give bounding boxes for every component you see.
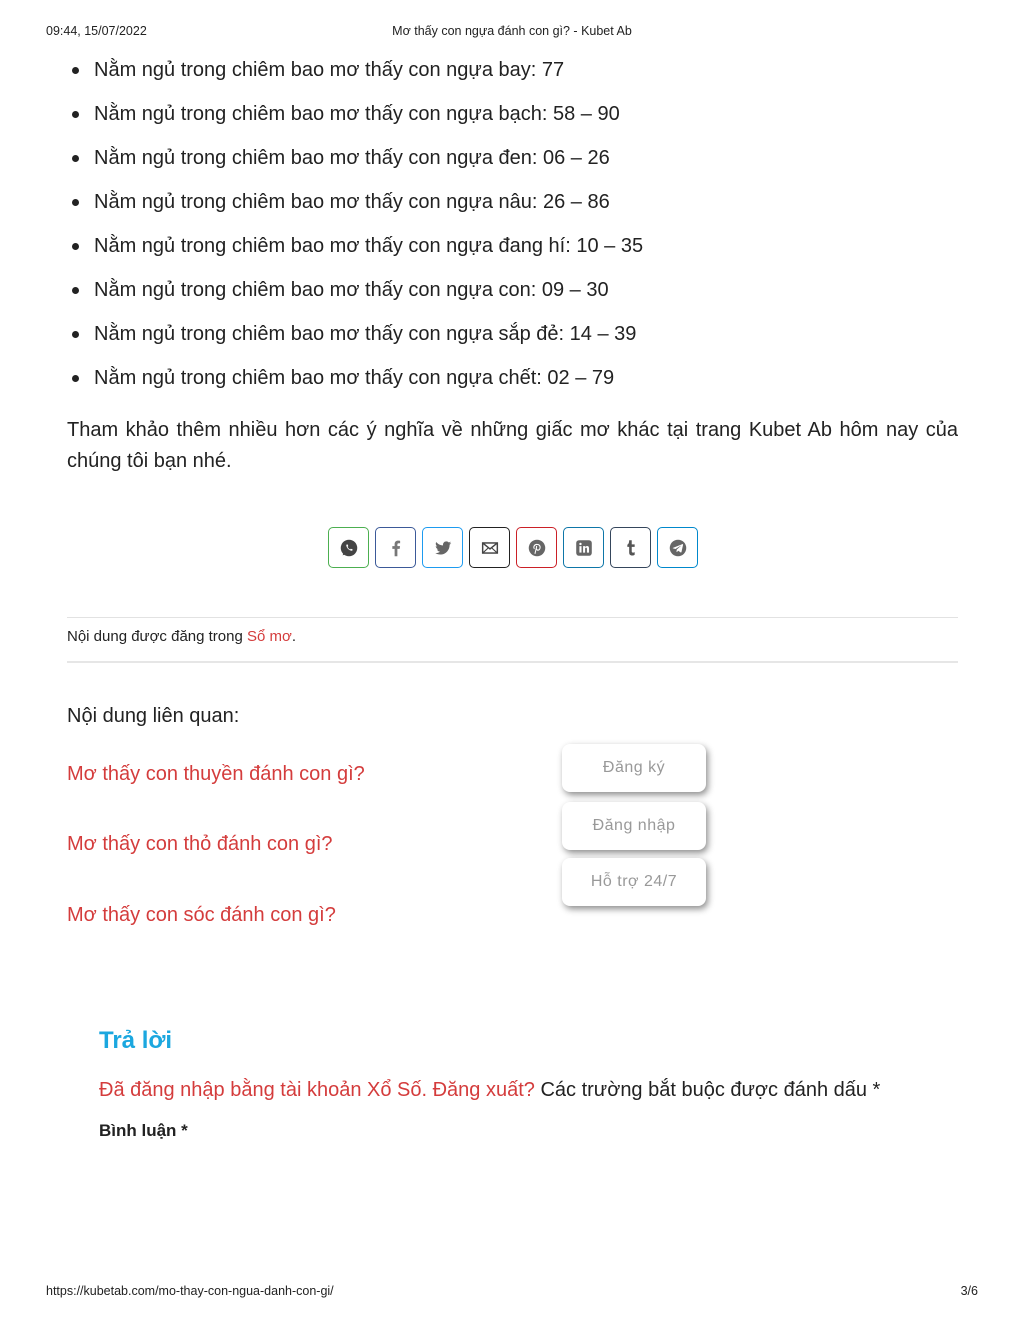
list-item: Nằm ngủ trong chiêm bao mơ thấy con ngựa đen: 06 – 26	[67, 136, 958, 180]
email-icon	[479, 537, 501, 559]
print-datetime: 09:44, 15/07/2022	[46, 24, 147, 38]
bullet-icon	[72, 287, 79, 294]
related-link[interactable]: Mơ thấy con sóc đánh con gì?	[67, 904, 336, 926]
posted-in: Nội dung được đăng trong Sổ mơ.	[67, 628, 297, 645]
article-content	[67, 48, 958, 477]
bullet-icon	[72, 67, 79, 74]
required-note: Các trường bắt buộc được đánh dấu *	[540, 1079, 881, 1101]
category-link[interactable]: Sổ mơ	[247, 628, 292, 645]
print-url: https://kubetab.com/mo-thay-con-ngua-danh-con-gi/	[46, 1284, 334, 1298]
tumblr-icon	[620, 537, 642, 559]
list-item: Nằm ngủ trong chiêm bao mơ thấy con ngựa nâu: 26 – 86	[67, 180, 958, 224]
account-link[interactable]: Đã đăng nhập bằng tài khoản Xổ Số.	[99, 1079, 428, 1101]
list-item: Nằm ngủ trong chiêm bao mơ thấy con ngựa sắp đẻ: 14 – 39	[67, 312, 958, 356]
related-title: Nội dung liên quan:	[67, 705, 240, 727]
support-button[interactable]: Hỗ trợ 24/7	[562, 858, 706, 906]
share-email-button[interactable]	[469, 527, 510, 568]
related-link[interactable]: Mơ thấy con thỏ đánh con gì?	[67, 833, 333, 855]
comment-label: Bình luận *	[99, 1121, 188, 1140]
bullet-icon	[72, 111, 79, 118]
divider	[67, 661, 958, 663]
telegram-icon	[667, 537, 689, 559]
bullet-icon	[72, 375, 79, 382]
list-item: Nằm ngủ trong chiêm bao mơ thấy con ngựa bay: 77	[67, 48, 958, 92]
divider	[67, 617, 958, 618]
share-buttons	[328, 527, 698, 570]
share-whatsapp-button[interactable]	[328, 527, 369, 568]
facebook-icon	[385, 537, 407, 559]
reply-title: Trả lời	[99, 1027, 173, 1054]
login-button[interactable]: Đăng nhập	[562, 802, 706, 850]
pinterest-icon	[526, 537, 548, 559]
share-twitter-button[interactable]	[422, 527, 463, 568]
linkedin-icon	[573, 537, 595, 559]
whatsapp-icon	[338, 537, 360, 559]
bullet-icon	[72, 199, 79, 206]
share-linkedin-button[interactable]	[563, 527, 604, 568]
list-item: Nằm ngủ trong chiêm bao mơ thấy con ngựa con: 09 – 30	[67, 268, 958, 312]
dream-number-list	[67, 48, 958, 400]
share-facebook-button[interactable]	[375, 527, 416, 568]
share-tumblr-button[interactable]	[610, 527, 651, 568]
share-pinterest-button[interactable]	[516, 527, 557, 568]
logout-link[interactable]: Đăng xuất?	[432, 1079, 535, 1101]
bullet-icon	[72, 155, 79, 162]
twitter-icon	[432, 537, 454, 559]
list-item: Nằm ngủ trong chiêm bao mơ thấy con ngựa bạch: 58 – 90	[67, 92, 958, 136]
bullet-icon	[72, 331, 79, 338]
login-status	[99, 1079, 880, 1102]
list-item: Nằm ngủ trong chiêm bao mơ thấy con ngựa chết: 02 – 79	[67, 356, 958, 400]
print-page-number: 3/6	[960, 1284, 978, 1298]
register-button[interactable]: Đăng ký	[562, 744, 706, 792]
bullet-icon	[72, 243, 79, 250]
reference-paragraph: Tham khảo thêm nhiều hơn các ý nghĩa về những giấc mơ khác tại trang Kubet Ab hôm nay của chúng tôi bạn nhé.	[67, 419, 958, 472]
share-telegram-button[interactable]	[657, 527, 698, 568]
print-page-title: Mơ thấy con ngựa đánh con gì? - Kubet Ab	[392, 24, 632, 38]
list-item: Nằm ngủ trong chiêm bao mơ thấy con ngựa đang hí: 10 – 35	[67, 224, 958, 268]
related-link[interactable]: Mơ thấy con thuyền đánh con gì?	[67, 763, 365, 785]
